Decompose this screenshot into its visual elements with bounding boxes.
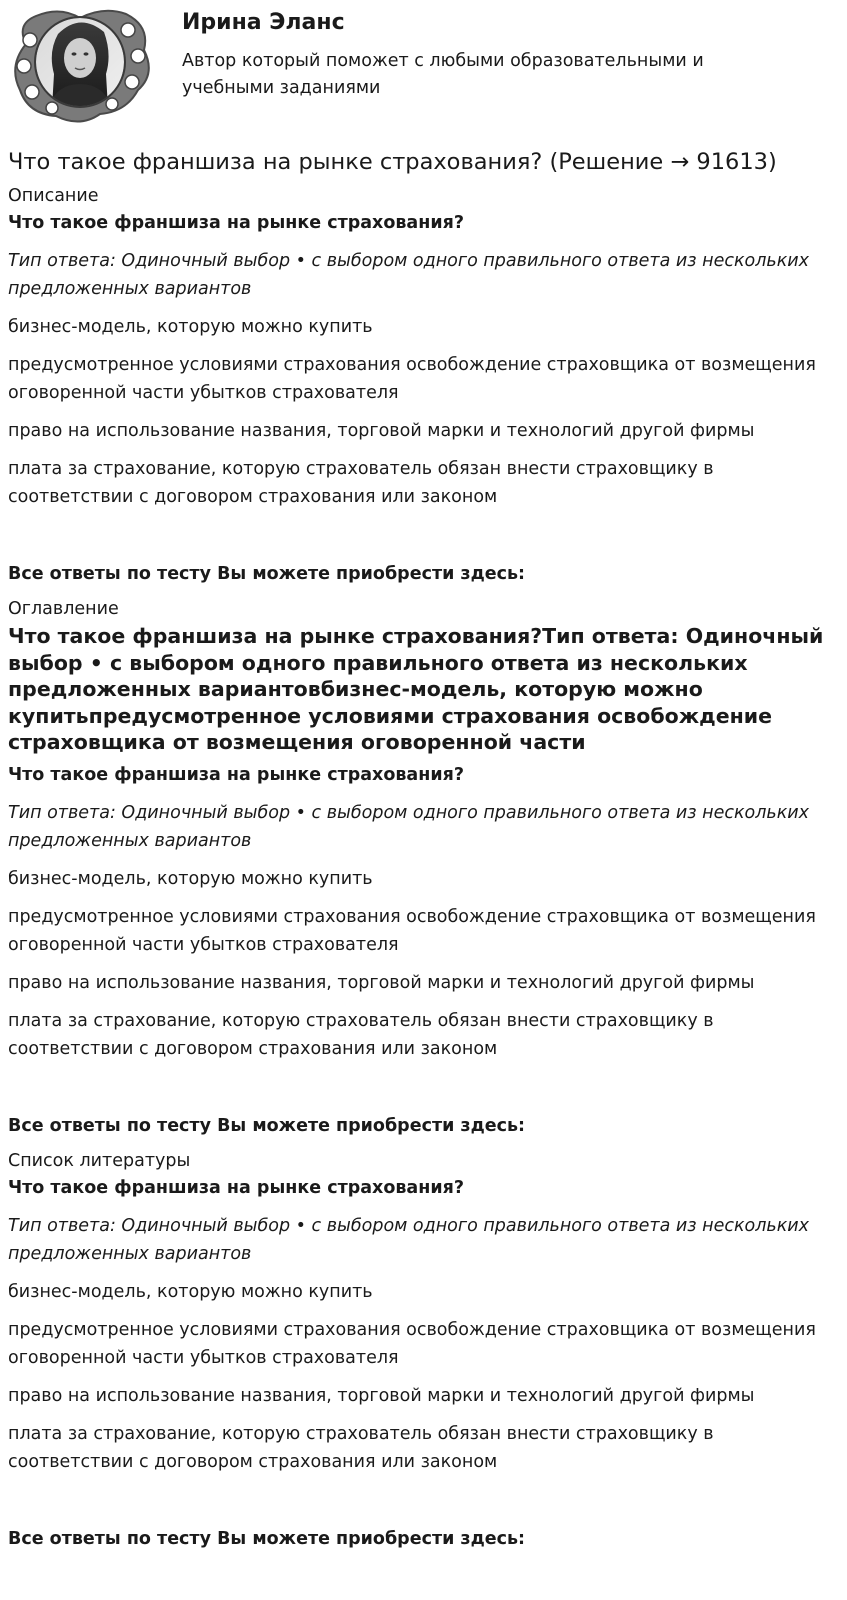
author-info (182, 0, 782, 102)
author-avatar[interactable] (8, 4, 156, 124)
section-label-literature: Список литературы (8, 1150, 191, 1171)
option-item: бизнес-модель, которую можно купить (8, 1281, 373, 1302)
answer-type: Тип ответа: Одиночный выбор • с выбором одного правильного ответа из нескольких предложенных вариантов (8, 1215, 810, 1264)
section-label-description: Описание (8, 186, 99, 206)
author-card (8, 0, 839, 128)
answer-type: Тип ответа: Одиночный выбор • с выбором одного правильного ответа из нескольких предложенных вариантов (8, 251, 810, 299)
author-name[interactable]: Ирина Эланс (182, 10, 345, 35)
author-description: Автор который поможет с любыми образовательными и учебными заданиями (182, 51, 704, 98)
option-item: право на использование названия, торговой марки и технологий другой фирмы (8, 972, 755, 993)
toc-heading: Что такое франшиза на рынке страхования?Тип ответа: Одиночный выбор • с выбором одного правильного ответа из нескольких предложенных вариантовбизнес-модель, которую можно купитьпредусмотренное условиями страхования освобождение страховщика от возмещения оговоренной части (8, 624, 824, 754)
option-item: плата за страхование, которую страхователь обязан внести страховщику в соответствии с договором страхования или законом (8, 1423, 714, 1472)
option-item: предусмотренное условиями страхования освобождение страховщика от возмещения оговоренной части убытков страхователя (8, 355, 816, 403)
page-title: Что такое франшиза на рынке страхования? (Решение → 91613) (8, 149, 777, 175)
option-item: предусмотренное условиями страхования освобождение страховщика от возмещения оговоренной части убытков страхователя (8, 906, 816, 955)
option-item: предусмотренное условиями страхования освобождение страховщика от возмещения оговоренной части убытков страхователя (8, 1319, 816, 1368)
option-item: плата за страхование, которую страхователь обязан внести страховщику в соответствии с договором страхования или законом (8, 459, 714, 507)
answer-type: Тип ответа: Одиночный выбор • с выбором одного правильного ответа из нескольких предложенных вариантов (8, 802, 810, 851)
film-frame-icon (8, 4, 156, 124)
section-label-toc: Оглавление (8, 599, 119, 619)
option-item: право на использование названия, торговой марки и технологий другой фирмы (8, 421, 755, 441)
question-title: Что такое франшиза на рынке страхования? (8, 213, 464, 233)
option-item: плата за страхование, которую страхователь обязан внести страховщику в соответствии с договором страхования или законом (8, 1010, 714, 1059)
option-item: бизнес-модель, которую можно купить (8, 317, 373, 337)
description-section (8, 184, 839, 587)
buy-answers-text: Все ответы по тесту Вы можете приобрести здесь: (8, 564, 526, 584)
option-item: право на использование названия, торговой марки и технологий другой фирмы (8, 1385, 755, 1406)
buy-answers-text: Все ответы по тесту Вы можете приобрести здесь: (8, 1528, 526, 1549)
buy-answers-text: Все ответы по тесту Вы можете приобрести здесь: (8, 1115, 526, 1136)
question-title: Что такое франшиза на рынке страхования? (8, 1177, 464, 1198)
question-title: Что такое франшиза на рынке страхования? (8, 764, 464, 785)
literature-section (8, 1149, 839, 1552)
toc-section (8, 597, 839, 1139)
option-item: бизнес-модель, которую можно купить (8, 868, 373, 889)
